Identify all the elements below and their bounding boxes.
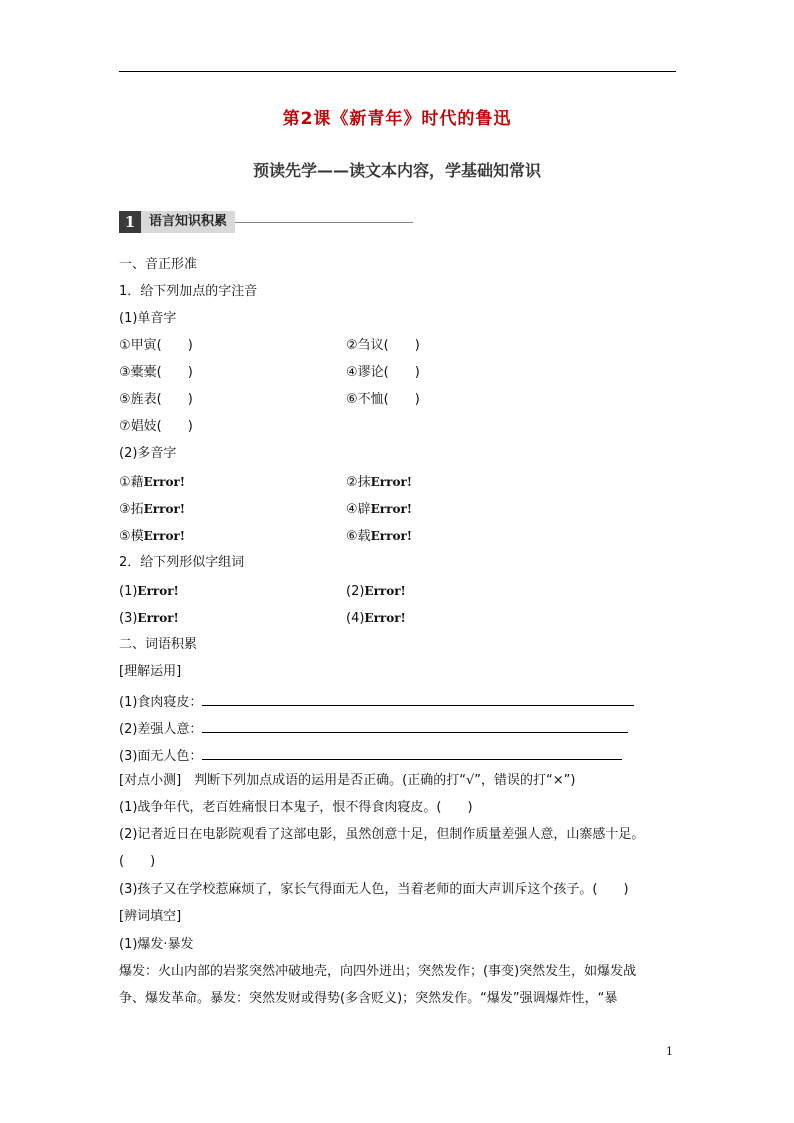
idiom-row: (1)食肉寝皮： bbox=[119, 691, 634, 712]
test-item: (1)战争年代，老百姓痛恨日本鬼子，恨不得食肉寝皮。( ) bbox=[119, 800, 473, 815]
multi-item: ⑤模Error! bbox=[119, 529, 186, 544]
part2-heading: 二、词语积累 bbox=[119, 637, 198, 652]
idiom-row: (3)面无人色： bbox=[119, 745, 622, 766]
idiom-row: (2)差强人意： bbox=[119, 718, 628, 739]
test-intro: [对点小测] 判断下列加点成语的运用是否正确。(正确的打“√”，错误的打“×”) bbox=[119, 773, 576, 788]
single-item: ③橐橐( ) bbox=[119, 365, 193, 380]
distinguish-label: [辨词填空] bbox=[119, 909, 182, 924]
page-number: 1 bbox=[666, 1045, 673, 1058]
similar-item: (4)Error! bbox=[346, 611, 406, 626]
section-header bbox=[119, 211, 413, 233]
section-divider bbox=[235, 222, 413, 223]
lesson-subtitle: 预读先学——读文本内容，学基础知常识 bbox=[252, 161, 541, 180]
answer-blank[interactable] bbox=[202, 691, 634, 706]
answer-blank[interactable] bbox=[202, 745, 622, 760]
similar-item: (3)Error! bbox=[119, 611, 179, 626]
section-label: 语言知识积累 bbox=[141, 211, 235, 233]
explanation-line: 爆发：火山内部的岩浆突然冲破地壳，向四外迸出；突然发作；(事变)突然发生，如爆发战 bbox=[119, 964, 637, 979]
understand-label: [理解运用] bbox=[119, 664, 182, 679]
answer-blank[interactable] bbox=[202, 718, 628, 733]
single-item: ⑥不恤( ) bbox=[346, 392, 420, 407]
single-item: ⑦娼妓( ) bbox=[119, 419, 193, 434]
multi-item: ③拓Error! bbox=[119, 502, 186, 517]
single-item: ①甲寅( ) bbox=[119, 338, 193, 353]
similar-item: (2)Error! bbox=[346, 584, 406, 599]
word-pair: (1)爆发·暴发 bbox=[119, 937, 194, 952]
section-number: 1 bbox=[119, 211, 141, 233]
single-item: ②刍议( ) bbox=[346, 338, 420, 353]
question-2: 2．给下列形似字组词 bbox=[119, 555, 245, 570]
multi-item: ④辟Error! bbox=[346, 502, 413, 517]
lesson-title: 第2课《新青年》时代的鲁迅 bbox=[282, 109, 512, 129]
multi-heading: (2)多音字 bbox=[119, 446, 177, 461]
multi-item: ⑥载Error! bbox=[346, 529, 413, 544]
explanation-line: 争、爆发革命。暴发：突然发财或得势(多含贬义)；突然发作。“爆发”强调爆炸性，“暴 bbox=[119, 991, 618, 1006]
test-item-continued: ( ) bbox=[119, 854, 156, 869]
multi-item: ①藉Error! bbox=[119, 475, 186, 490]
test-item: (2)记者近日在电影院观看了这部电影，虽然创意十足，但制作质量差强人意，山寨感十足。 bbox=[119, 827, 645, 842]
single-item: ④谬论( ) bbox=[346, 365, 420, 380]
similar-item: (1)Error! bbox=[119, 584, 179, 599]
top-rule bbox=[119, 71, 676, 72]
single-heading: (1)单音字 bbox=[119, 311, 177, 326]
question-1: 1．给下列加点的字注音 bbox=[119, 284, 258, 299]
test-item: (3)孩子又在学校惹麻烦了，家长气得面无人色，当着老师的面大声训斥这个孩子。( ) bbox=[119, 882, 629, 897]
single-item: ⑤旌表( ) bbox=[119, 392, 193, 407]
part1-heading: 一、音正形准 bbox=[119, 257, 198, 272]
multi-item: ②抹Error! bbox=[346, 475, 413, 490]
